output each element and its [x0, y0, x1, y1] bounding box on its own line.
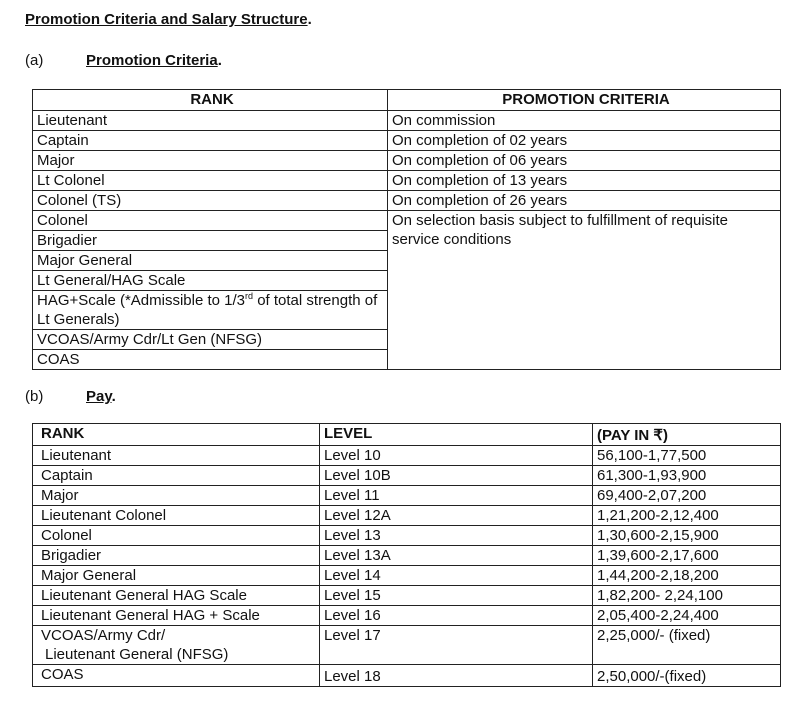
pay-cell: 1,44,200-2,18,200: [593, 566, 781, 586]
selection-criteria-cell: On selection basis subject to fulfillment of requisite service conditions: [388, 211, 781, 370]
table-row: [33, 626, 781, 665]
table-row: [33, 566, 781, 586]
level-cell: Level 13A: [320, 546, 593, 566]
section-b-title: Pay: [86, 388, 112, 405]
section-a-suffix: .: [217, 52, 222, 69]
table-row: [33, 546, 781, 566]
criteria-cell: On completion of 06 years: [388, 151, 781, 171]
rank-cell: Lieutenant: [33, 111, 388, 131]
rank-cell: Captain: [33, 466, 320, 486]
rank-cell: [33, 626, 320, 665]
hag-plus-text: HAG+Scale (*Admissible to 1/3: [37, 292, 246, 309]
hag-plus-sup: rd: [245, 291, 254, 301]
level-cell: Level 17: [320, 626, 593, 665]
level-cell: Level 16: [320, 606, 593, 626]
section-b-heading: [25, 388, 116, 405]
table-row: [33, 665, 781, 687]
table-header-row: [33, 90, 781, 111]
level-cell: Level 14: [320, 566, 593, 586]
pay-cell: 61,300-1,93,900: [593, 466, 781, 486]
rank-cell: COAS: [33, 665, 320, 687]
pay-cell: 56,100-1,77,500: [593, 446, 781, 466]
rank-header: RANK: [33, 424, 320, 446]
hag-plus-text-end: of total strength of Lt Generals): [37, 292, 378, 328]
rank-cell: Colonel: [33, 526, 320, 546]
criteria-header: PROMOTION CRITERIA: [388, 90, 781, 111]
table-row: [33, 506, 781, 526]
pay-cell: 1,39,600-2,17,600: [593, 546, 781, 566]
table-row: [33, 446, 781, 466]
table-row: [33, 466, 781, 486]
rank-cell: Major: [33, 486, 320, 506]
pay-cell: 1,30,600-2,15,900: [593, 526, 781, 546]
rank-cell: Lt Colonel: [33, 171, 388, 191]
level-cell: Level 15: [320, 586, 593, 606]
rank-line-2: Lieutenant General (NFSG): [45, 646, 229, 663]
rank-cell: Major General: [33, 566, 320, 586]
criteria-cell: On completion of 26 years: [388, 191, 781, 211]
level-cell: Level 18: [320, 665, 593, 687]
pay-cell: 2,05,400-2,24,400: [593, 606, 781, 626]
section-a-title: Promotion Criteria: [86, 52, 218, 69]
table-row: [33, 586, 781, 606]
rank-cell: Major: [33, 151, 388, 171]
criteria-cell: On completion of 13 years: [388, 171, 781, 191]
rank-line-1: VCOAS/Army Cdr/: [41, 627, 166, 644]
level-cell: Level 12A: [320, 506, 593, 526]
pay-table: [32, 423, 781, 687]
rank-cell: Lieutenant General HAG Scale: [33, 586, 320, 606]
level-cell: Level 10B: [320, 466, 593, 486]
rank-cell: Colonel (TS): [33, 191, 388, 211]
pay-cell: 1,82,200- 2,24,100: [593, 586, 781, 606]
table-row: [33, 131, 781, 151]
table-row: [33, 171, 781, 191]
table-row: [33, 486, 781, 506]
rank-cell: Colonel: [33, 211, 388, 231]
table-row: [33, 526, 781, 546]
rank-cell: Brigadier: [33, 546, 320, 566]
table-row: [33, 606, 781, 626]
rank-cell: Major General: [33, 251, 388, 271]
criteria-cell: On commission: [388, 111, 781, 131]
table-row: [33, 211, 781, 231]
pay-cell: 2,25,000/- (fixed): [593, 626, 781, 665]
table-row: [33, 151, 781, 171]
rank-cell: COAS: [33, 350, 388, 370]
table-row: [33, 111, 781, 131]
rank-cell: Captain: [33, 131, 388, 151]
section-b-label: (b): [25, 388, 44, 405]
title-text: Promotion Criteria and Salary Structure: [25, 11, 308, 28]
table-row: [33, 191, 781, 211]
rank-cell: Lieutenant Colonel: [33, 506, 320, 526]
criteria-cell: On completion of 02 years: [388, 131, 781, 151]
section-a-label: (a): [25, 52, 44, 69]
section-a-heading: [25, 52, 222, 69]
table-header-row: [33, 424, 781, 446]
pay-cell: 2,50,000/-(fixed): [593, 665, 781, 687]
level-cell: Level 13: [320, 526, 593, 546]
pay-cell: 1,21,200-2,12,400: [593, 506, 781, 526]
rank-cell: Brigadier: [33, 231, 388, 251]
pay-cell: 69,400-2,07,200: [593, 486, 781, 506]
section-b-suffix: .: [111, 388, 116, 405]
document-title: [25, 11, 312, 28]
rank-cell: Lieutenant: [33, 446, 320, 466]
rank-header: RANK: [33, 90, 388, 111]
rank-cell: Lieutenant General HAG + Scale: [33, 606, 320, 626]
level-cell: Level 10: [320, 446, 593, 466]
rank-cell: Lt General/HAG Scale: [33, 271, 388, 291]
level-header: LEVEL: [320, 424, 593, 446]
level-cell: Level 11: [320, 486, 593, 506]
rank-cell: VCOAS/Army Cdr/Lt Gen (NFSG): [33, 330, 388, 350]
pay-header: (PAY IN ₹): [593, 424, 781, 446]
rank-cell-hag-plus: [33, 291, 388, 330]
title-suffix: .: [307, 11, 312, 28]
promotion-criteria-table: [32, 89, 781, 370]
